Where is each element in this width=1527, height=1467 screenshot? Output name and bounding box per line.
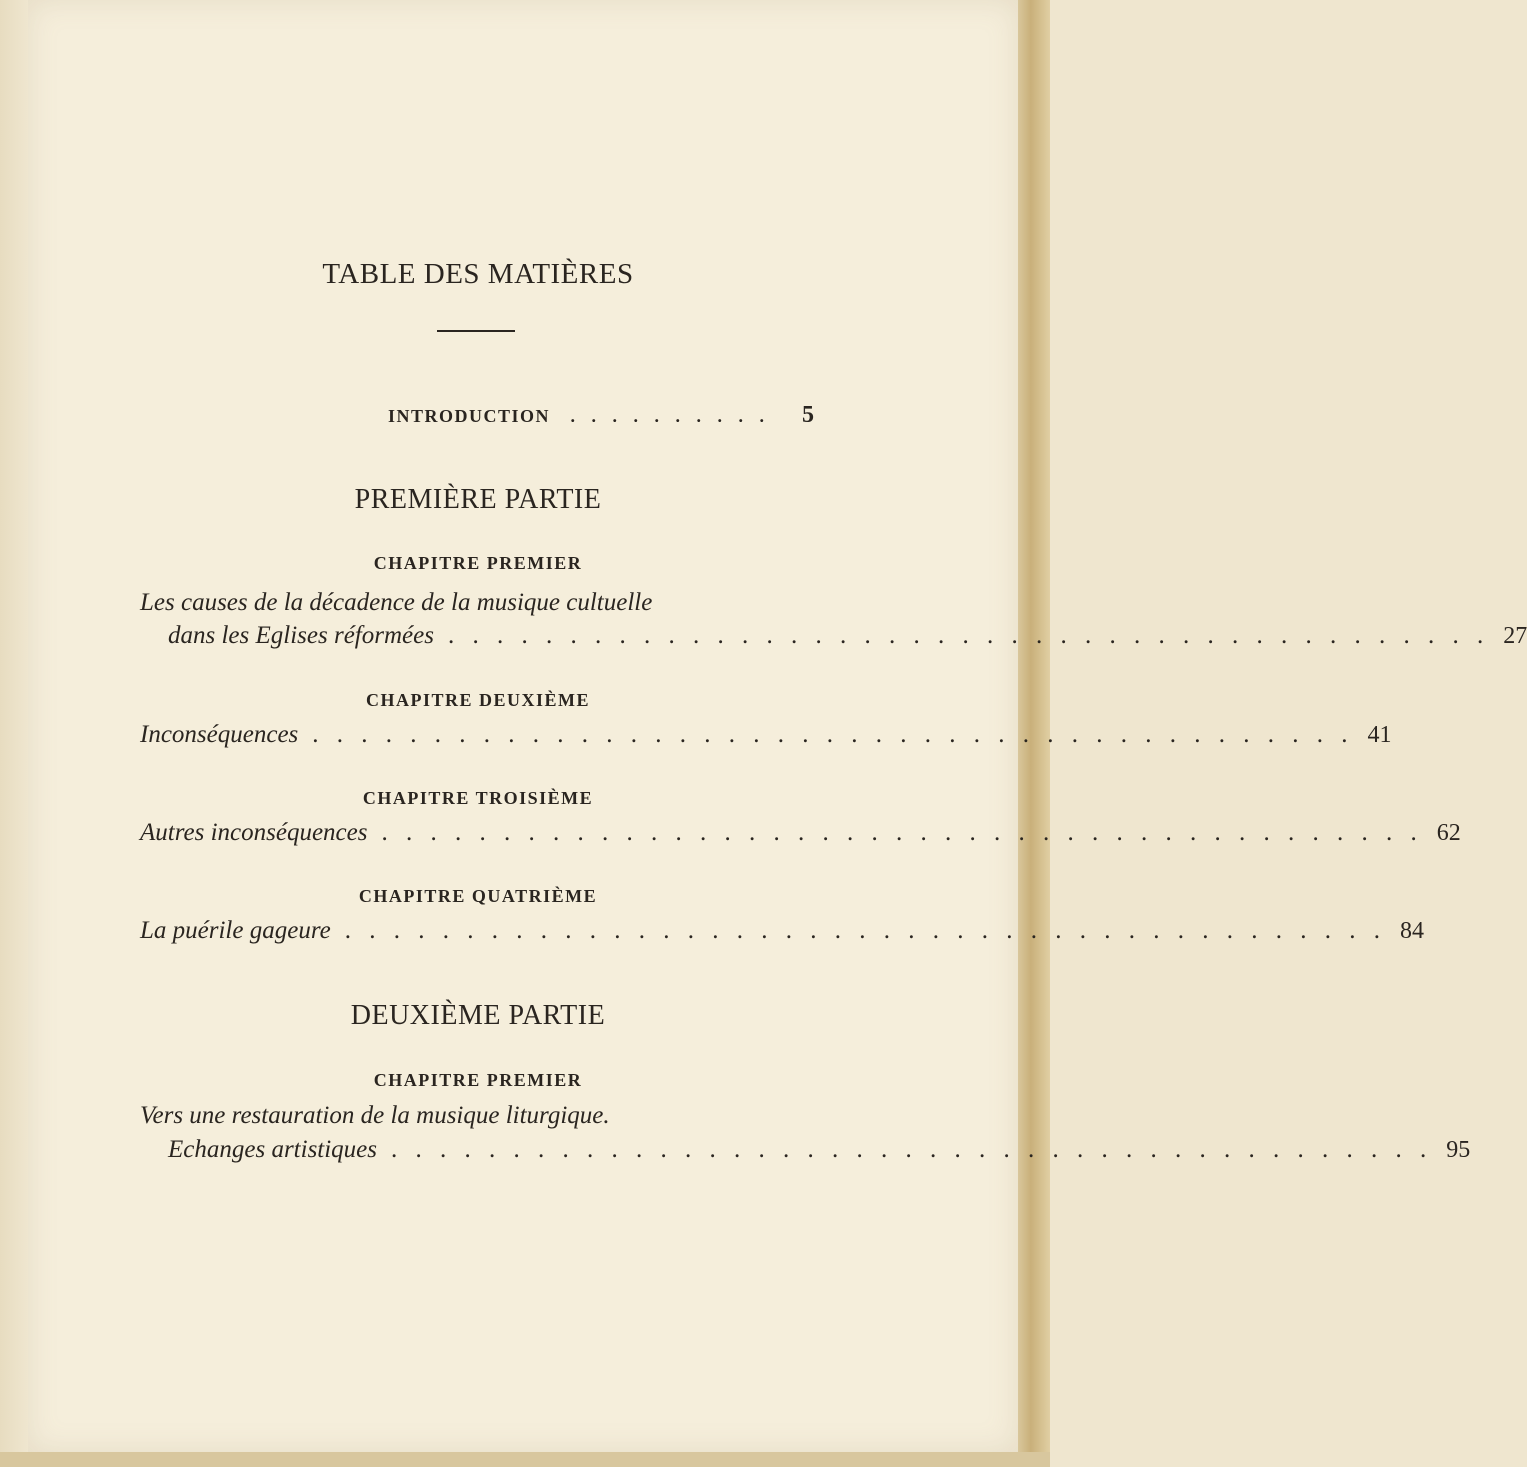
toc-entry[interactable] [168,622,1527,656]
dot-leader: . . . . . . . . . . . . . . . . . . . . . . . . . . . . . . . . . . . . . . . . . . . [344,917,1386,944]
chapter-heading: CHAPITRE PREMIER [373,553,583,573]
dot-leader: . . . . . . . . . . [570,406,770,426]
dot-leader: . . . . . . . . . . . . . . . . . . . . . . . . . . . . . . . . . . . . . . . . . . . [312,721,1354,748]
title-rule [437,330,515,332]
dot-leader: . . . . . . . . . . . . . . . . . . . . . . . . . . . . . . . . . . . . . . . . . . . [447,622,1490,649]
toc-entry[interactable] [168,1136,1471,1170]
dot-leader: . . . . . . . . . . . . . . . . . . . . . . . . . . . . . . . . . . . . . . . . . . . [381,819,1423,846]
entry-label: INTRODUCTION [388,406,551,426]
page-number: 27 [1503,623,1527,649]
toc-entry[interactable] [140,917,1424,951]
page-number: 95 [1446,1137,1471,1163]
toc-title: TABLE DES MATIÈRES [322,258,634,290]
part-title: PREMIÈRE PARTIE [354,484,602,515]
toc-entry[interactable] [140,721,1392,755]
chapter-heading: CHAPITRE DEUXIÈME [365,690,591,710]
chapter-heading: CHAPITRE QUATRIÈME [358,886,598,906]
toc-entry-title[interactable]: Vers une restauration de la musique liturgique. [140,1102,610,1129]
entry-title: La puérile gageure [140,917,331,944]
entry-title: Echanges artistiques [168,1136,378,1163]
page-gutter [0,0,28,1467]
page-number: 41 [1367,722,1392,748]
dot-leader: . . . . . . . . . . . . . . . . . . . . . . . . . . . . . . . . . . . . . . . . . . . [391,1136,1433,1163]
toc-entry-title[interactable]: Les causes de la décadence de la musique cultuelle [140,589,653,616]
entry-title: Inconséquences [140,721,299,748]
entry-title: Autres inconséquences [140,819,368,846]
page-number: 5 [802,402,814,428]
toc-entry[interactable] [140,819,1461,853]
toc-entry-introduction[interactable] [388,402,814,436]
page-number: 84 [1399,918,1424,944]
chapter-heading: CHAPITRE TROISIÈME [362,788,594,808]
entry-title: dans les Eglises réformées [168,622,434,649]
page-number: 62 [1436,820,1461,846]
part-title: DEUXIÈME PARTIE [350,1000,606,1031]
chapter-heading: CHAPITRE PREMIER [373,1070,583,1090]
page-bottom-edge [0,1452,1050,1467]
